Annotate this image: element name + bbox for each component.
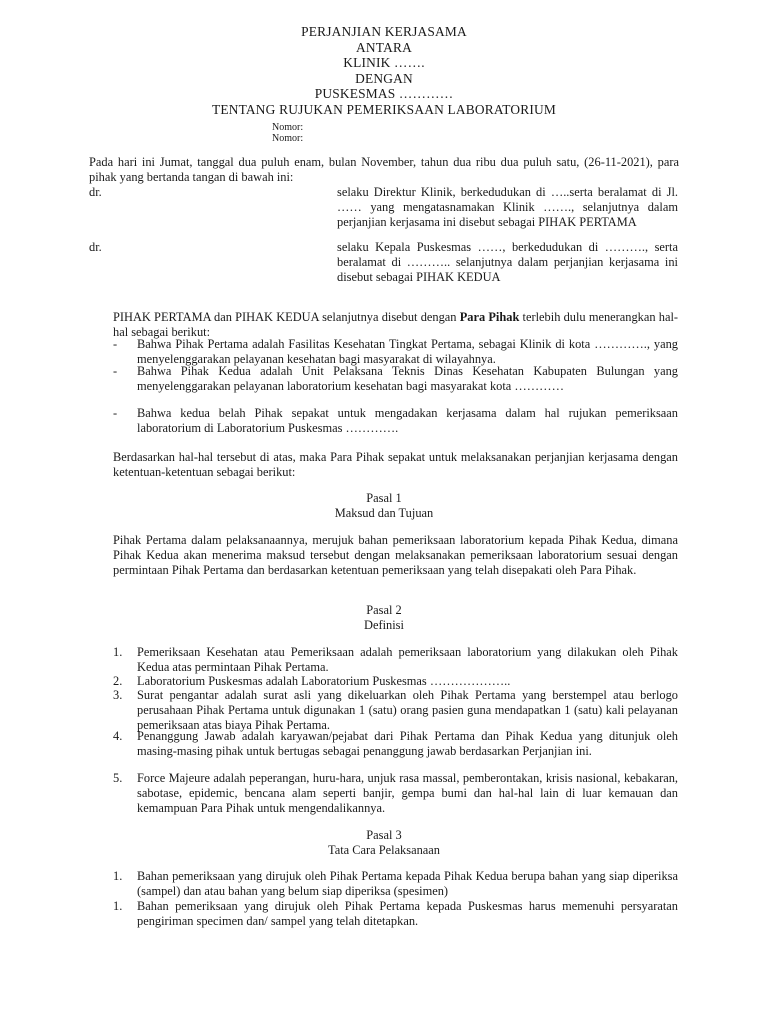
title-line: PERJANJIAN KERJASAMA (301, 24, 467, 39)
definition-item (113, 688, 678, 734)
definition-text: Laboratorium Puskesmas adalah Laboratorium Puskesmas ……………….. (137, 674, 511, 688)
definition-item (113, 771, 678, 817)
nomor-label-1: Nomor: (272, 122, 304, 133)
pasal2-title: Definisi (364, 618, 404, 632)
list-marker: 1. (113, 899, 123, 913)
berdasarkan-paragraph: Berdasarkan hal-hal tersebut di atas, maka Para Pihak sepakat untuk melaksanakan perjanjian kerjasama dengan ketentuan-ketentuan sebagai berikut: (113, 450, 678, 480)
list-marker: 2. (113, 674, 123, 688)
recital-text: Bahwa Pihak Kedua adalah Unit Pelaksana Teknis Dinas Kesehatan Kabupaten Bulungan yang menyelenggarakan pelayanan laboratorium kesehatan bagi masyarakat kota ………… (137, 364, 678, 394)
pasal3-title: Tata Cara Pelaksanaan (328, 843, 440, 857)
title-line: TENTANG RUJUKAN PEMERIKSAAN LABORATORIUM (211, 101, 557, 117)
procedure-text: Bahan pemeriksaan yang dirujuk oleh Pihak Pertama kepada Pihak Kedua berupa bahan yang siap diperiksa (sampel) dan atau bahan yang belum siap diperiksa (spesimen) (137, 869, 678, 899)
definition-item (113, 729, 678, 759)
pasal3-number: Pasal 3 (366, 828, 402, 842)
recital-item (113, 337, 678, 367)
nomor-label-2: Nomor: (272, 133, 304, 144)
definition-text: Pemeriksaan Kesehatan atau Pemeriksaan adalah pemeriksaan laboratorium yang dilakukan oleh Pihak Kedua atas permintaan Pihak Pertama. (137, 645, 678, 675)
definition-text: Surat pengantar adalah surat asli yang dikeluarkan oleh Pihak Pertama yang berstempel atau berlogo perusahaan Pihak Pertama untuk digunakan 1 (satu) orang pasien guna mendapatkan 1 (satu) kali pelayanan pemeriksaan atas biaya Pihak Pertama. (137, 688, 678, 733)
pasal1-number: Pasal 1 (366, 491, 402, 505)
para-pihak-pre: PIHAK PERTAMA dan PIHAK KEDUA selanjutnya disebut dengan (113, 310, 460, 324)
list-marker: 3. (113, 688, 123, 702)
party1-name: dr. (89, 185, 102, 199)
pasal2-number: Pasal 2 (366, 603, 402, 617)
definition-text: Penanggung Jawab adalah karyawan/pejabat dari Pihak Pertama dan Pihak Kedua yang ditunjuk oleh masing-masing pihak untuk bertugas sebagai penanggung jawab berdasarkan Perjanjian ini. (137, 729, 678, 759)
para-pihak-term: Para Pihak (459, 310, 520, 324)
procedure-item (113, 869, 678, 899)
definition-item (113, 645, 678, 675)
title-line: ANTARA (356, 39, 412, 55)
para-pihak-post: terlebih dulu menerangkan hal-hal sebagai berikut: (113, 310, 679, 340)
definition-text: Force Majeure adalah peperangan, huru-hara, unjuk rasa massal, pemberontakan, krisis nasional, kebakaran, sabotase, epidemic, bencana alam seperti banjir, gempa bumi dan hal-hal lain di luar kemauan dan kemampuan Para Pihak untuk mengendalikannya. (137, 771, 678, 816)
recital-text: Bahwa kedua belah Pihak sepakat untuk mengadakan kerjasama dalam hal rujukan pemeriksaan laboratorium di Laboratorium Puskesmas …………. (137, 406, 678, 436)
pasal1-title: Maksud dan Tujuan (334, 506, 434, 520)
recital-text: Bahwa Pihak Pertama adalah Fasilitas Kesehatan Tingkat Pertama, sebagai Klinik di kota …………., yang menyelenggarakan pelayanan kesehatan bagi masyarakat di wilayahnya. (137, 337, 678, 367)
opening-paragraph: Pada hari ini Jumat, tanggal dua puluh enam, bulan November, tahun dua ribu dua puluh satu, (26-11-2021), para pihak yang bertanda tangan di bawah ini: (89, 155, 679, 185)
party2-description: selaku Kepala Puskesmas ……, berkedudukan di ………., serta beralamat di ……….. selanjutnya dalam perjanjian kerjasama ini disebut sebagai PIHAK KEDUA (337, 240, 678, 285)
title-line: KLINIK ……. (343, 55, 425, 70)
list-marker: 4. (113, 729, 123, 743)
list-marker: - (113, 337, 118, 351)
procedure-item (113, 899, 678, 929)
list-marker: - (113, 406, 118, 420)
recital-item (113, 364, 678, 394)
title-line: DENGAN (355, 70, 413, 86)
list-marker: 1. (113, 645, 123, 659)
party2-name: dr. (89, 240, 102, 254)
definition-item (113, 674, 678, 689)
title-line: PUSKESMAS ………… (314, 86, 454, 101)
pasal1-text: Pihak Pertama dalam pelaksanaannya, merujuk bahan pemeriksaan laboratorium kepada Pihak Kedua, dimana Pihak Kedua akan menerima maksud tersebut dengan melaksanakan pemeriksaan laboratorium sesuai dengan permintaan Pihak Pertama dan berdasarkan ketentuan pemeriksaan yang telah disepakati oleh Para Pihak. (113, 533, 678, 578)
list-marker: - (113, 364, 118, 378)
list-marker: 5. (113, 771, 123, 785)
list-marker: 1. (113, 869, 123, 883)
para-pihak-paragraph (113, 310, 678, 340)
recital-item (113, 406, 678, 436)
document-title (0, 24, 768, 117)
party1-description: selaku Direktur Klinik, berkedudukan di …..serta beralamat di Jl. …… yang mengatasnamakan Klinik ……., selanjutnya dalam perjanjian kerjasama ini disebut sebagai PIHAK PERTAMA (337, 185, 678, 230)
procedure-text: Bahan pemeriksaan yang dirujuk oleh Pihak Pertama kepada Puskesmas harus memenuhi persyaratan pengiriman specimen dan/ sampel yang telah ditetapkan. (137, 899, 678, 929)
